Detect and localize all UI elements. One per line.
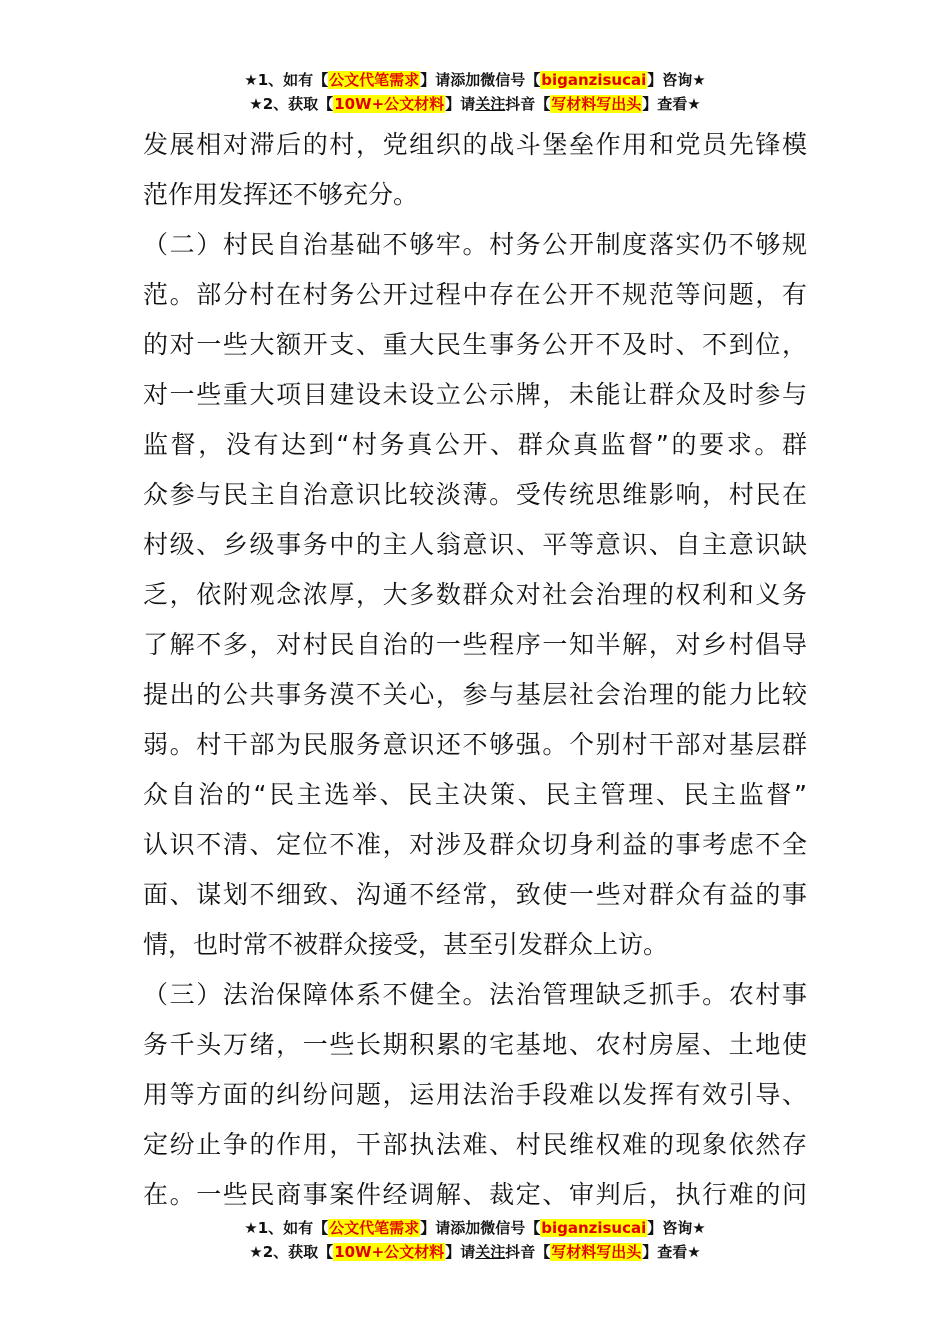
body-line: 村级、乡级事务中的主人翁意识、平等意识、自主意识缺 bbox=[143, 530, 807, 559]
document-body bbox=[143, 120, 807, 1220]
banner-highlight-douyin-account: 写材料写出头 bbox=[551, 1243, 642, 1261]
banner-highlight-wechat-id: biganzisucai bbox=[541, 71, 647, 89]
body-line: 面、谋划不细致、沟通不经常，致使一些对群众有益的事 bbox=[143, 880, 807, 909]
body-line: 情，也时常不被群众接受，甚至引发群众上访。 bbox=[143, 930, 669, 959]
footer-banner bbox=[0, 1216, 950, 1264]
section-heading-line: （二）村民自治基础不够牢。村务公开制度落实仍不够规 bbox=[143, 230, 807, 259]
banner-text: 】请 bbox=[445, 95, 476, 113]
body-line: 在。一些民商事案件经调解、裁定、审判后，执行难的问 bbox=[143, 1180, 807, 1209]
banner-text: 】查看★ bbox=[642, 1243, 701, 1261]
banner-text: 】查看★ bbox=[642, 95, 701, 113]
banner-highlight-douyin-account: 写材料写出头 bbox=[551, 95, 642, 113]
banner-text: 抖音【 bbox=[505, 1243, 551, 1261]
banner-text: 】咨询★ bbox=[647, 1219, 706, 1237]
banner-text: ★2、获取【 bbox=[249, 1243, 334, 1261]
body-line: 监督，没有达到“村务真公开、群众真监督”的要求。群 bbox=[143, 430, 807, 459]
body-line: 的对一些大额开支、重大民生事务公开不及时、不到位， bbox=[143, 330, 807, 359]
body-line: 提出的公共事务漠不关心，参与基层社会治理的能力比较 bbox=[143, 680, 807, 709]
section-heading-line: （三）法治保障体系不健全。法治管理缺乏抓手。农村事 bbox=[143, 980, 807, 1009]
footer-banner-line-1 bbox=[0, 1216, 950, 1240]
body-line: 定纷止争的作用，干部执法难、村民维权难的现象依然存 bbox=[143, 1130, 807, 1159]
banner-text: 抖音【 bbox=[505, 95, 551, 113]
header-banner-line-2 bbox=[0, 92, 950, 116]
body-line: 认识不清、定位不准，对涉及群众切身利益的事考虑不全 bbox=[143, 830, 807, 859]
banner-text: 】请 bbox=[445, 1243, 476, 1261]
banner-text: 】咨询★ bbox=[647, 71, 706, 89]
body-line: 众参与民主自治意识比较淡薄。受传统思维影响，村民在 bbox=[143, 480, 807, 509]
banner-underlined-follow: 关注 bbox=[475, 1243, 506, 1261]
banner-text: 】请添加微信号【 bbox=[420, 71, 541, 89]
header-banner bbox=[0, 68, 950, 116]
banner-highlight-materials: 10W+公文材料 bbox=[334, 1243, 445, 1261]
body-line: 众自治的“民主选举、民主决策、民主管理、民主监督” bbox=[143, 780, 807, 809]
body-line: 务千头万绪，一些长期积累的宅基地、农村房屋、土地使 bbox=[143, 1030, 807, 1059]
banner-highlight-writing-service: 公文代笔需求 bbox=[329, 1219, 420, 1237]
banner-text: ★1、如有【 bbox=[244, 71, 329, 89]
banner-text: ★2、获取【 bbox=[249, 95, 334, 113]
body-line: 弱。村干部为民服务意识还不够强。个别村干部对基层群 bbox=[143, 730, 807, 759]
body-line: 了解不多，对村民自治的一些程序一知半解，对乡村倡导 bbox=[143, 630, 807, 659]
body-line: 用等方面的纠纷问题，运用法治手段难以发挥有效引导、 bbox=[143, 1080, 807, 1109]
body-line: 乏，依附观念浓厚，大多数群众对社会治理的权利和义务 bbox=[143, 580, 807, 609]
footer-banner-line-2 bbox=[0, 1240, 950, 1264]
body-line: 对一些重大项目建设未设立公示牌，未能让群众及时参与 bbox=[143, 380, 807, 409]
banner-highlight-writing-service: 公文代笔需求 bbox=[329, 71, 420, 89]
header-banner-line-1 bbox=[0, 68, 950, 92]
banner-highlight-materials: 10W+公文材料 bbox=[334, 95, 445, 113]
banner-highlight-wechat-id: biganzisucai bbox=[541, 1219, 647, 1237]
banner-text: ★1、如有【 bbox=[244, 1219, 329, 1237]
body-line: 发展相对滞后的村，党组织的战斗堡垒作用和党员先锋模 bbox=[143, 130, 807, 159]
banner-text: 】请添加微信号【 bbox=[420, 1219, 541, 1237]
body-line: 范作用发挥还不够充分。 bbox=[143, 180, 419, 209]
banner-underlined-follow: 关注 bbox=[475, 95, 506, 113]
body-line: 范。部分村在村务公开过程中存在公开不规范等问题，有 bbox=[143, 280, 807, 309]
